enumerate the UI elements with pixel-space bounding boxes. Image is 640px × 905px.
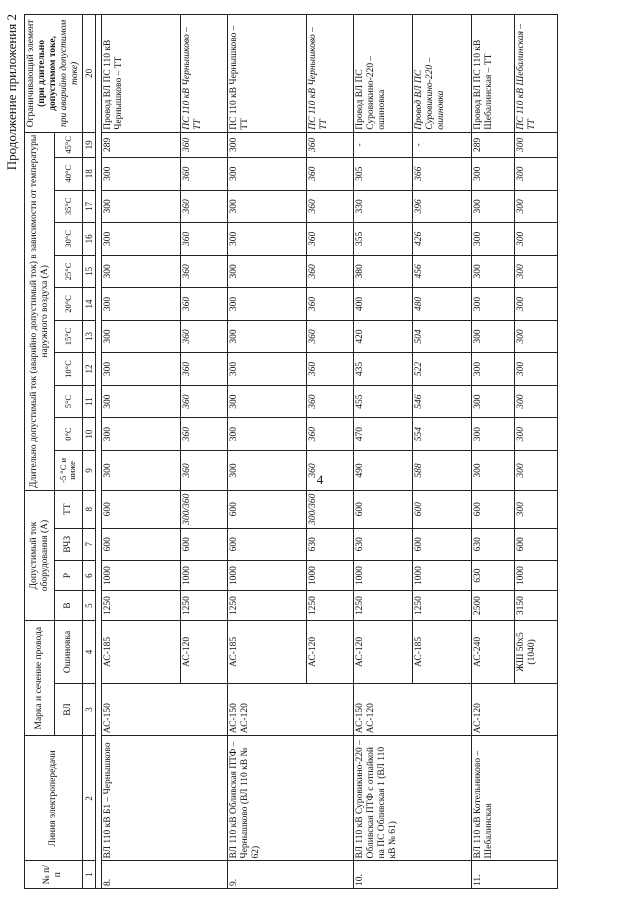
temp-value: 588: [412, 450, 471, 490]
hdr-temp: 35°С: [55, 190, 82, 223]
temp-value: 435: [353, 353, 412, 386]
equip-value: 1250: [227, 591, 306, 621]
temp-value: 300: [514, 255, 557, 288]
limit-element: Провод ВЛ ПС 110 кВ Шебалинская – ТТ: [471, 15, 514, 133]
temp-value: 360: [180, 190, 227, 223]
equip-value: 3150: [514, 591, 557, 621]
hdr-no: № п/п: [25, 861, 83, 889]
wire-vl: АС-150 АС-120: [353, 683, 471, 736]
hdr-equip-col: Р: [55, 561, 82, 591]
hdr-equip-col: В: [55, 591, 82, 621]
hdr-temp: 10°С: [55, 353, 82, 386]
temp-value: -: [412, 132, 471, 157]
current-limits-table: [24, 14, 558, 889]
temp-value: 305: [353, 157, 412, 190]
col-number: 2: [82, 736, 95, 861]
equip-value: 630: [353, 528, 412, 561]
col-number: 19: [82, 132, 95, 157]
col-number: 4: [82, 621, 95, 684]
row-number: 10.: [353, 861, 471, 889]
equip-value: 1250: [412, 591, 471, 621]
temp-value: 400: [353, 288, 412, 321]
temp-value: 300: [227, 190, 306, 223]
temp-value: 360: [180, 255, 227, 288]
col-number: 12: [82, 353, 95, 386]
equip-value: 300/360: [180, 490, 227, 528]
temp-value: 300: [514, 320, 557, 353]
col-number: 5: [82, 591, 95, 621]
temp-value: 455: [353, 385, 412, 418]
hdr-limit: [25, 15, 83, 133]
equip-value: 300/360: [306, 490, 353, 528]
temp-value: 360: [180, 223, 227, 256]
temp-value: 360: [306, 450, 353, 490]
col-number: 15: [82, 255, 95, 288]
table-row: [353, 15, 412, 889]
temp-value: 300: [101, 288, 180, 321]
temp-value: 360: [306, 320, 353, 353]
table-row: [101, 15, 180, 889]
equip-value: 1250: [180, 591, 227, 621]
equip-value: 600: [471, 490, 514, 528]
col-number: 18: [82, 157, 95, 190]
temp-value: 300: [514, 288, 557, 321]
col-number: 17: [82, 190, 95, 223]
temp-value: 300: [514, 132, 557, 157]
temp-value: 300: [471, 157, 514, 190]
temp-value: 360: [180, 450, 227, 490]
equip-value: 630: [306, 528, 353, 561]
temp-value: 300: [471, 255, 514, 288]
limit-element: Провод ВЛ ПС Суровикино-220 – ошиновка: [412, 15, 471, 133]
temp-value: 300: [471, 418, 514, 451]
temp-value: 355: [353, 223, 412, 256]
temp-value: 360: [306, 132, 353, 157]
equip-value: 1000: [227, 561, 306, 591]
temp-value: 420: [353, 320, 412, 353]
hdr-temp: 20°С: [55, 288, 82, 321]
hdr-wire: Марка и сечение провода: [25, 621, 55, 736]
temp-value: 300: [471, 450, 514, 490]
temp-value: 300: [514, 190, 557, 223]
temp-value: 300: [227, 255, 306, 288]
hdr-line: Линия электропередачи: [25, 736, 83, 861]
temp-value: 300: [227, 157, 306, 190]
wire-osh: АС-120: [306, 621, 353, 684]
column-numbers-row: [82, 15, 95, 889]
temp-value: 300: [101, 418, 180, 451]
row-number: 8.: [101, 861, 227, 889]
temp-value: 490: [353, 450, 412, 490]
equip-value: 1000: [101, 561, 180, 591]
temp-value: 360: [180, 418, 227, 451]
hdr-wire-osh: Ошиновка: [55, 621, 82, 684]
temp-value: 360: [306, 190, 353, 223]
temp-value: 300: [101, 157, 180, 190]
temp-value: 300: [227, 320, 306, 353]
temp-value: 300: [101, 223, 180, 256]
temp-value: 360: [306, 353, 353, 386]
temp-value: 300: [101, 190, 180, 223]
temp-value: 360: [180, 320, 227, 353]
temp-value: 522: [412, 353, 471, 386]
hdr-temp: 45°С: [55, 132, 82, 157]
line-name: ВЛ 110 кВ Котельниково – Шебалинская: [471, 736, 557, 861]
hdr-temp: -5 °С и ниже: [55, 450, 82, 490]
hdr-temp: 15°С: [55, 320, 82, 353]
col-number: 16: [82, 223, 95, 256]
line-name: ВЛ 110 кВ Обливская ПТФ – Чернышково (ВЛ 110 кВ № 62): [227, 736, 353, 861]
equip-value: 1000: [306, 561, 353, 591]
temp-value: 300: [514, 157, 557, 190]
hdr-equip-col: ВЧЗ: [55, 528, 82, 561]
limit-element: ПС 110 кВ Шебалинская – ТТ: [514, 15, 557, 133]
hdr-temp: 40°С: [55, 157, 82, 190]
equip-value: 600: [101, 528, 180, 561]
temp-value: 300: [514, 223, 557, 256]
temp-value: 360: [180, 132, 227, 157]
wire-osh: АС-185: [101, 621, 180, 684]
wire-vl: АС-150 АС-120: [227, 683, 353, 736]
equip-value: 1000: [180, 561, 227, 591]
temp-value: 360: [306, 418, 353, 451]
line-name: ВЛ 110 кВ Суровикино-220 – Обливская ПТФ с отпайкой на ПС Обливская 1 (ВЛ 110 кВ № 61): [353, 736, 471, 861]
temp-value: 300: [227, 288, 306, 321]
temp-value: 546: [412, 385, 471, 418]
temp-value: 300: [514, 418, 557, 451]
equip-value: 1250: [101, 591, 180, 621]
temp-value: 300: [471, 288, 514, 321]
temp-value: 300: [227, 385, 306, 418]
temp-value: -: [353, 132, 412, 157]
hdr-wire-vl: ВЛ: [55, 683, 82, 736]
hdr-temp: 5°С: [55, 385, 82, 418]
temp-value: 426: [412, 223, 471, 256]
temp-value: 300: [101, 353, 180, 386]
col-number: 14: [82, 288, 95, 321]
temp-value: 360: [306, 255, 353, 288]
limit-element: Провод ВЛ ПС Суровикино-220 – ошиновка: [353, 15, 412, 133]
temp-value: 289: [471, 132, 514, 157]
temp-value: 300: [514, 385, 557, 418]
col-number: 9: [82, 450, 95, 490]
wire-osh: АС-185: [227, 621, 306, 684]
table-row: [471, 15, 514, 889]
equip-value: 600: [412, 490, 471, 528]
temp-value: 300: [471, 385, 514, 418]
temp-value: 300: [227, 353, 306, 386]
row-number: 11.: [471, 861, 557, 889]
col-number: 13: [82, 320, 95, 353]
temp-value: 360: [306, 223, 353, 256]
hdr-limit-title: Ограничивающий элемент: [26, 19, 36, 128]
equip-value: 600: [227, 528, 306, 561]
temp-value: 360: [180, 288, 227, 321]
temp-value: 289: [101, 132, 180, 157]
equip-value: 630: [471, 561, 514, 591]
col-number: 20: [82, 15, 95, 133]
temp-value: 300: [471, 353, 514, 386]
continuation-title: Продолжение приложения 2: [4, 14, 19, 171]
temp-value: 300: [227, 132, 306, 157]
hdr-equip-col: ТТ: [55, 490, 82, 528]
temp-value: 504: [412, 320, 471, 353]
col-number: 1: [82, 861, 95, 889]
equip-value: 600: [412, 528, 471, 561]
temp-value: 360: [306, 288, 353, 321]
limit-element: ПС 110 кВ Чернышково – ТТ: [180, 15, 227, 133]
limit-element: ПС 110 кВ Чернышково – ТТ: [306, 15, 353, 133]
temp-value: 300: [227, 450, 306, 490]
limit-element: Провод ВЛ ПС 110 кВ Чернышково – ТТ: [101, 15, 180, 133]
temp-value: 300: [514, 450, 557, 490]
temp-value: 366: [412, 157, 471, 190]
equip-value: 1250: [353, 591, 412, 621]
temp-value: 300: [227, 418, 306, 451]
temp-value: 360: [180, 157, 227, 190]
temp-value: 300: [227, 223, 306, 256]
temp-value: 330: [353, 190, 412, 223]
col-number: 10: [82, 418, 95, 451]
hdr-limit-a: (при длительно допустимом токе,: [36, 36, 58, 111]
temp-value: 300: [471, 320, 514, 353]
temp-value: 360: [180, 385, 227, 418]
temp-value: 480: [412, 288, 471, 321]
col-number: 11: [82, 385, 95, 418]
hdr-temp: 0°С: [55, 418, 82, 451]
limit-element: ПС 110 кВ Чернышково – ТТ: [227, 15, 306, 133]
hdr-limit-b: при аварийно допустимом токе): [58, 19, 80, 127]
temp-value: 300: [514, 353, 557, 386]
temp-value: 396: [412, 190, 471, 223]
table-row: [227, 15, 306, 889]
equip-value: 630: [471, 528, 514, 561]
wire-osh: АС-185: [412, 621, 471, 684]
wire-osh: ЖШ 50x5 (1040): [514, 621, 557, 684]
wire-osh: АС-120: [180, 621, 227, 684]
temp-value: 300: [101, 385, 180, 418]
temp-value: 300: [101, 320, 180, 353]
equip-value: 1250: [306, 591, 353, 621]
col-number: 3: [82, 683, 95, 736]
equip-value: 600: [180, 528, 227, 561]
wire-vl: АС-120: [471, 683, 557, 736]
temp-value: 554: [412, 418, 471, 451]
temp-value: 360: [306, 385, 353, 418]
equip-value: 600: [101, 490, 180, 528]
wire-osh: АС-120: [353, 621, 412, 684]
equip-value: 600: [353, 490, 412, 528]
temp-value: 380: [353, 255, 412, 288]
hdr-long: Длительно допустимый ток (аварийно допустимый ток) в зависимости от температуры наружного воздуха (А): [25, 132, 55, 490]
equip-value: 1000: [412, 561, 471, 591]
wire-vl: АС-150: [101, 683, 227, 736]
col-number: 6: [82, 561, 95, 591]
temp-value: 360: [306, 157, 353, 190]
temp-value: 456: [412, 255, 471, 288]
hdr-temp: 25°С: [55, 255, 82, 288]
equip-value: 1000: [514, 561, 557, 591]
wire-osh: АС-240: [471, 621, 514, 684]
temp-value: 300: [471, 223, 514, 256]
temp-value: 470: [353, 418, 412, 451]
equip-value: 300: [514, 490, 557, 528]
equip-value: 600: [227, 490, 306, 528]
temp-value: 360: [180, 353, 227, 386]
col-number: 7: [82, 528, 95, 561]
col-number: 8: [82, 490, 95, 528]
line-name: ВЛ 110 кВ Б1 – Чернышково: [101, 736, 227, 861]
hdr-equip: Допустимый ток оборудования (А): [25, 490, 55, 620]
temp-value: 300: [101, 255, 180, 288]
row-number: 9.: [227, 861, 353, 889]
temp-value: 300: [101, 450, 180, 490]
equip-value: 1000: [353, 561, 412, 591]
equip-value: 600: [514, 528, 557, 561]
page-number: 4: [316, 472, 324, 487]
hdr-temp: 30°С: [55, 223, 82, 256]
temp-value: 300: [471, 190, 514, 223]
equip-value: 2500: [471, 591, 514, 621]
